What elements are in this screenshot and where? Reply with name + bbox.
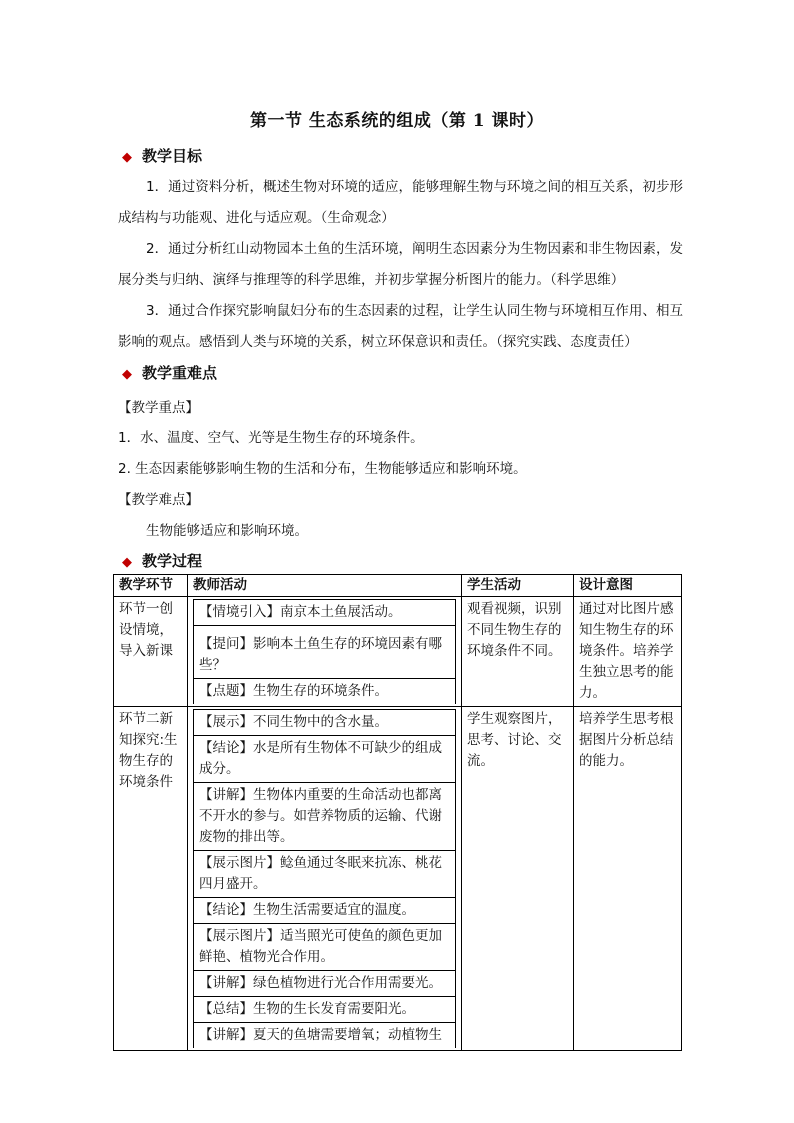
teacher-activity-item: 【结论】水是所有生物体不可缺少的组成成分。 (194, 736, 456, 783)
design-intent-cell: 通过对比图片感知生物生存的环境条件。培养学生独立思考的能力。 (574, 597, 682, 707)
section-heading-text: 教学重难点 (142, 364, 218, 382)
teacher-activity-item: 【展示】不同生物中的含水量。 (194, 710, 456, 736)
table-header-cell: 教师活动 (188, 575, 462, 597)
diamond-bullet-icon: ◆ (122, 367, 132, 382)
key-point-label: 【教学重点】 (118, 400, 199, 416)
section-heading-process (122, 550, 202, 571)
teacher-activity-cell (188, 707, 462, 1051)
difficult-point-label: 【教学难点】 (118, 492, 199, 508)
diamond-bullet-icon: ◆ (122, 150, 132, 165)
table-row (114, 707, 682, 1051)
table-header-row (114, 575, 682, 597)
stage-cell: 环节一创设情境，导入新课 (114, 597, 188, 707)
difficult-point-item-1: 生物能够适应和影响环境。 (146, 523, 308, 539)
teacher-activity-item: 【结论】生物生活需要适宜的温度。 (194, 898, 456, 924)
student-activity-cell: 学生观察图片，思考、讨论、交流。 (462, 707, 574, 1051)
section-heading-text: 教学过程 (142, 552, 203, 570)
table-header-cell: 设计意图 (574, 575, 682, 597)
teacher-activity-item: 【讲解】夏天的鱼塘需要增氧；动植物生 (194, 1023, 456, 1049)
teacher-activity-item: 【展示图片】鲶鱼通过冬眠来抗冻、桃花四月盛开。 (194, 851, 456, 898)
student-activity-cell: 观看视频，识别不同生物生存的环境条件不同。 (462, 597, 574, 707)
teacher-activity-cell (188, 597, 462, 707)
section-heading-text: 教学目标 (142, 147, 203, 165)
goal-paragraph-3: 3．通过合作探究影响鼠妇分布的生态因素的过程，让学生认同生物与环境相互作用、相互影响的观点。感悟到人类与环境的关系，树立环保意识和责任。（探究实践、态度责任） (118, 303, 683, 350)
teacher-activity-item: 【总结】生物的生长发育需要阳光。 (194, 997, 456, 1023)
goal-paragraph-2: 2．通过分析红山动物园本土鱼的生活环境，阐明生态因素分为生物因素和非生物因素，发展分类与归纳、演绎与推理等的科学思维，并初步掌握分析图片的能力。（科学思维） (118, 241, 683, 288)
table-header-cell: 教学环节 (114, 575, 188, 597)
teacher-activity-item: 【展示图片】适当照光可使鱼的颜色更加鲜艳、植物光合作用。 (194, 924, 456, 971)
key-point-item-2: 2. 生态因素能够影响生物的生活和分布，生物能够适应和影响环境。 (118, 461, 527, 477)
table-header-cell: 学生活动 (462, 575, 574, 597)
teacher-activity-item: 【情境引入】南京本土鱼展活动。 (194, 600, 456, 626)
table-row (114, 597, 682, 707)
stage-cell: 环节二新知探究:生物生存的环境条件 (114, 707, 188, 1051)
key-point-item-1: 1．水、温度、空气、光等是生物生存的环境条件。 (118, 430, 424, 446)
goal-paragraph-1: 1．通过资料分析，概述生物对环境的适应，能够理解生物与环境之间的相互关系，初步形成结构与功能观、进化与适应观。（生命观念） (118, 179, 683, 226)
design-intent-cell: 培养学生思考根据图片分析总结的能力。 (574, 707, 682, 1051)
page-title: 第一节 生态系统的组成（第 1 课时） (249, 111, 545, 131)
section-heading-key-points (122, 362, 217, 383)
teacher-activity-item: 【点题】生物生存的环境条件。 (194, 679, 456, 705)
diamond-bullet-icon: ◆ (122, 555, 132, 570)
teacher-activity-item: 【提问】影响本土鱼生存的环境因素有哪些？ (194, 626, 456, 679)
teacher-activity-item: 【讲解】生物体内重要的生命活动也都离不开水的参与。如营养物质的运输、代谢废物的排出等。 (194, 783, 456, 851)
teaching-process-table (113, 574, 682, 1051)
section-heading-goals (122, 145, 202, 166)
teacher-activity-item: 【讲解】绿色植物进行光合作用需要光。 (194, 971, 456, 997)
